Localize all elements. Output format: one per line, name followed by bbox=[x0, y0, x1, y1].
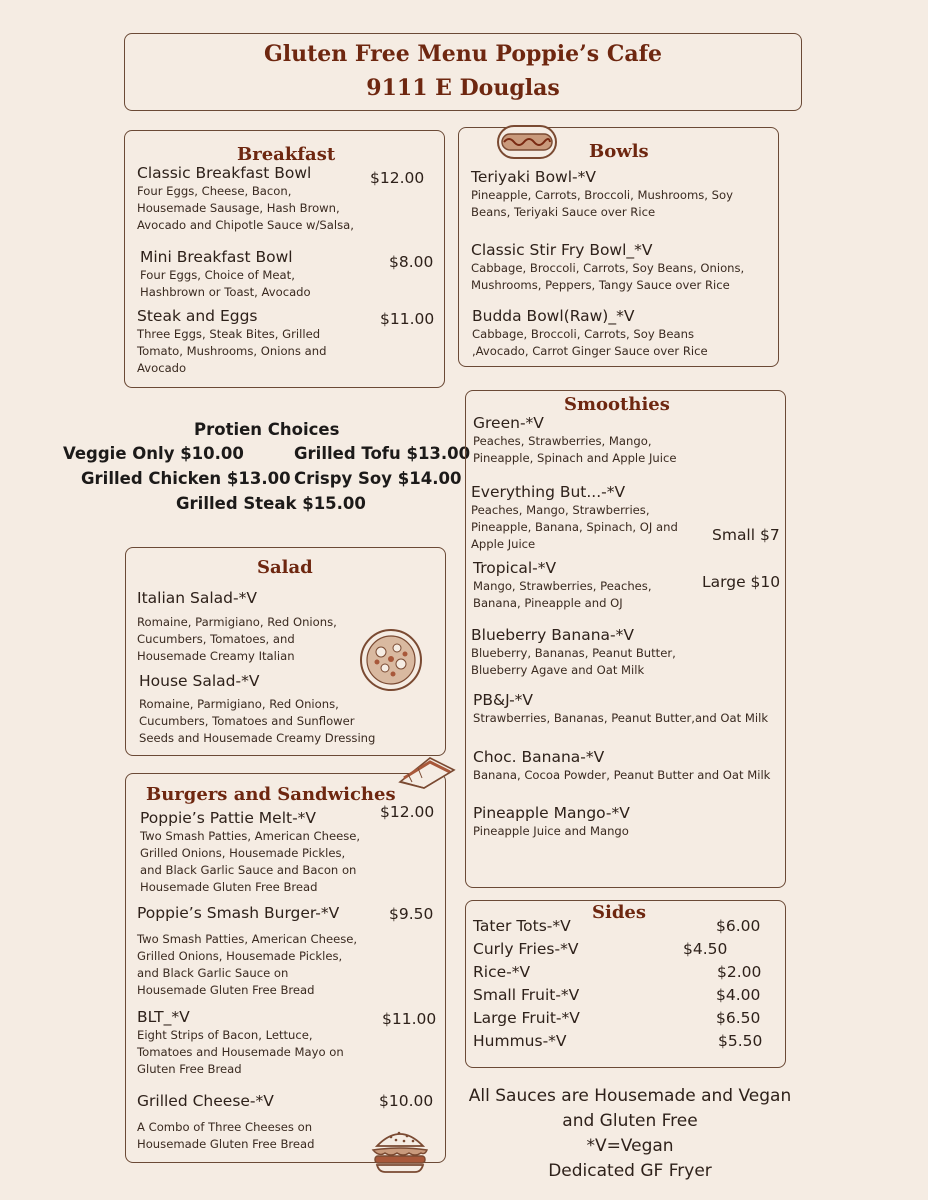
menu-title bbox=[124, 33, 802, 111]
burger-icon bbox=[369, 1124, 431, 1176]
menu-item bbox=[137, 589, 337, 665]
menu-item bbox=[140, 248, 311, 301]
item-name: BLT_*V bbox=[137, 1008, 190, 1026]
item-name: Steak and Eggs bbox=[137, 307, 258, 325]
menu-item bbox=[137, 1008, 344, 1078]
protein-soy: Crispy Soy $14.00 bbox=[294, 469, 462, 488]
item-name: Tropical-*V bbox=[473, 559, 557, 577]
menu-item bbox=[471, 483, 678, 553]
menu-item bbox=[137, 164, 354, 234]
side-item-price: $2.00 bbox=[717, 963, 762, 981]
side-item-name: Rice-*V bbox=[473, 963, 531, 981]
item-description: Blueberry, Bananas, Peanut Butter, Blueberry Agave and Oat Milk bbox=[471, 646, 676, 677]
footer-line: Dedicated GF Fryer bbox=[548, 1161, 712, 1181]
side-item-price: $6.00 bbox=[716, 917, 761, 935]
salad-bowl-icon bbox=[359, 628, 423, 692]
menu-item bbox=[472, 307, 708, 360]
menu-item bbox=[140, 809, 360, 896]
item-description: Strawberries, Bananas, Peanut Butter,and Oat Milk bbox=[473, 711, 769, 725]
side-item-price: $4.50 bbox=[683, 940, 728, 958]
side-item-price: $6.50 bbox=[716, 1009, 761, 1027]
side-item-price: $5.50 bbox=[718, 1032, 763, 1050]
item-price: $12.00 bbox=[370, 169, 425, 187]
item-description: Cabbage, Broccoli, Carrots, Soy Beans, Onions, Mushrooms, Peppers, Tangy Sauce over Rice bbox=[471, 261, 745, 292]
item-description: Pineapple, Carrots, Broccoli, Mushrooms, Soy Beans, Teriyaki Sauce over Rice bbox=[471, 188, 733, 219]
menu-item bbox=[137, 1092, 315, 1153]
item-description: Cabbage, Broccoli, Carrots, Soy Beans ,Avocado, Carrot Ginger Sauce over Rice bbox=[472, 327, 708, 358]
item-name: Poppie’s Pattie Melt-*V bbox=[140, 809, 317, 827]
smoothie-small-price: Small $7 bbox=[712, 526, 780, 544]
breakfast-title: Breakfast bbox=[237, 144, 336, 165]
item-name: Pineapple Mango-*V bbox=[473, 804, 630, 822]
menu-item bbox=[473, 691, 768, 727]
item-price: $9.50 bbox=[389, 905, 434, 923]
protein-veggie: Veggie Only $10.00 bbox=[63, 444, 244, 463]
item-name: Budda Bowl(Raw)_*V bbox=[472, 307, 635, 325]
item-name: Grilled Cheese-*V bbox=[137, 1092, 274, 1110]
item-description: Two Smash Patties, American Cheese, Grilled Onions, Housemade Pickles, and Black Garlic Sauce on Housemade Gluten Free Bread bbox=[137, 932, 358, 997]
item-description: Eight Strips of Bacon, Lettuce, Tomatoes and Housemade Mayo on Gluten Free Bread bbox=[137, 1028, 344, 1076]
menu-item bbox=[471, 241, 744, 294]
item-price: $11.00 bbox=[380, 310, 435, 328]
side-item-name: Curly Fries-*V bbox=[473, 940, 579, 958]
item-description: Romaine, Parmigiano, Red Onions, Cucumbers, Tomatoes and Sunflower Seeds and Housemade Creamy Dressing bbox=[139, 697, 376, 745]
menu-item bbox=[473, 748, 770, 784]
side-item-name: Large Fruit-*V bbox=[473, 1009, 580, 1027]
item-description: Pineapple Juice and Mango bbox=[473, 824, 629, 838]
menu-item bbox=[473, 414, 676, 467]
item-name: Green-*V bbox=[473, 414, 544, 432]
footer-line: *V=Vegan bbox=[586, 1136, 674, 1156]
item-name: Poppie’s Smash Burger-*V bbox=[137, 904, 340, 922]
side-item-name: Hummus-*V bbox=[473, 1032, 567, 1050]
protein-tofu: Grilled Tofu $13.00 bbox=[294, 444, 471, 463]
item-name: Teriyaki Bowl-*V bbox=[471, 168, 596, 186]
item-description: Banana, Cocoa Powder, Peanut Butter and Oat Milk bbox=[473, 768, 771, 782]
menu-item bbox=[471, 626, 676, 679]
item-description: Romaine, Parmigiano, Red Onions, Cucumbers, Tomatoes, and Housemade Creamy Italian bbox=[137, 615, 337, 663]
item-name: Classic Stir Fry Bowl_*V bbox=[471, 241, 653, 259]
hotdog-icon bbox=[494, 118, 560, 164]
footer-note bbox=[450, 1084, 810, 1184]
item-description: A Combo of Three Cheeses on Housemade Gluten Free Bread bbox=[137, 1120, 315, 1151]
footer-line: and Gluten Free bbox=[562, 1111, 698, 1131]
item-name: Mini Breakfast Bowl bbox=[140, 248, 293, 266]
menu-item bbox=[471, 168, 733, 221]
menu-title-line1: Gluten Free Menu Poppie’s Cafe bbox=[263, 41, 663, 67]
item-description: Peaches, Mango, Strawberries, Pineapple, Banana, Spinach, OJ and Apple Juice bbox=[471, 503, 678, 551]
item-description: Four Eggs, Cheese, Bacon, Housemade Sausage, Hash Brown, Avocado and Chipotle Sauce w/Salsa, bbox=[137, 184, 354, 232]
item-name: House Salad-*V bbox=[139, 672, 260, 690]
item-price: $11.00 bbox=[382, 1010, 437, 1028]
sandwich-icon bbox=[396, 752, 458, 792]
item-description: Four Eggs, Choice of Meat, Hashbrown or Toast, Avocado bbox=[140, 268, 311, 299]
menu-item bbox=[473, 559, 652, 612]
menu-item bbox=[139, 672, 375, 747]
side-item-price: $4.00 bbox=[716, 986, 761, 1004]
item-price: $10.00 bbox=[379, 1092, 434, 1110]
sides-title: Sides bbox=[592, 902, 647, 923]
menu-item bbox=[137, 904, 357, 999]
item-name: Blueberry Banana-*V bbox=[471, 626, 634, 644]
menu-item bbox=[473, 804, 630, 840]
protein-steak: Grilled Steak $15.00 bbox=[176, 494, 366, 513]
menu-item bbox=[137, 307, 326, 377]
menu-title-line2: 9111 E Douglas bbox=[366, 75, 560, 101]
item-price: $12.00 bbox=[380, 803, 435, 821]
item-description: Peaches, Strawberries, Mango, Pineapple, Spinach and Apple Juice bbox=[473, 434, 677, 465]
salad-title: Salad bbox=[257, 557, 313, 578]
side-item-name: Small Fruit-*V bbox=[473, 986, 580, 1004]
item-name: Choc. Banana-*V bbox=[473, 748, 605, 766]
protein-title: Protien Choices bbox=[194, 420, 340, 439]
item-name: PB&J-*V bbox=[473, 691, 534, 709]
smoothie-large-price: Large $10 bbox=[702, 573, 781, 591]
item-description: Mango, Strawberries, Peaches, Banana, Pineapple and OJ bbox=[473, 579, 652, 610]
side-item-name: Tater Tots-*V bbox=[473, 917, 571, 935]
smoothies-title: Smoothies bbox=[564, 394, 670, 415]
item-description: Three Eggs, Steak Bites, Grilled Tomato, Mushrooms, Onions and Avocado bbox=[137, 327, 327, 375]
burgers-title: Burgers and Sandwiches bbox=[146, 784, 396, 805]
item-description: Two Smash Patties, American Cheese, Grilled Onions, Housemade Pickles, and Black Garlic Sauce and Bacon on Housemade Gluten Free Bread bbox=[140, 829, 361, 894]
item-price: $8.00 bbox=[389, 253, 434, 271]
footer-line: All Sauces are Housemade and Vegan bbox=[468, 1086, 792, 1106]
item-name: Everything But...-*V bbox=[471, 483, 626, 501]
item-name: Classic Breakfast Bowl bbox=[137, 164, 312, 182]
item-name: Italian Salad-*V bbox=[137, 589, 257, 607]
protein-chicken: Grilled Chicken $13.00 bbox=[81, 469, 291, 488]
bowls-title: Bowls bbox=[589, 141, 649, 162]
